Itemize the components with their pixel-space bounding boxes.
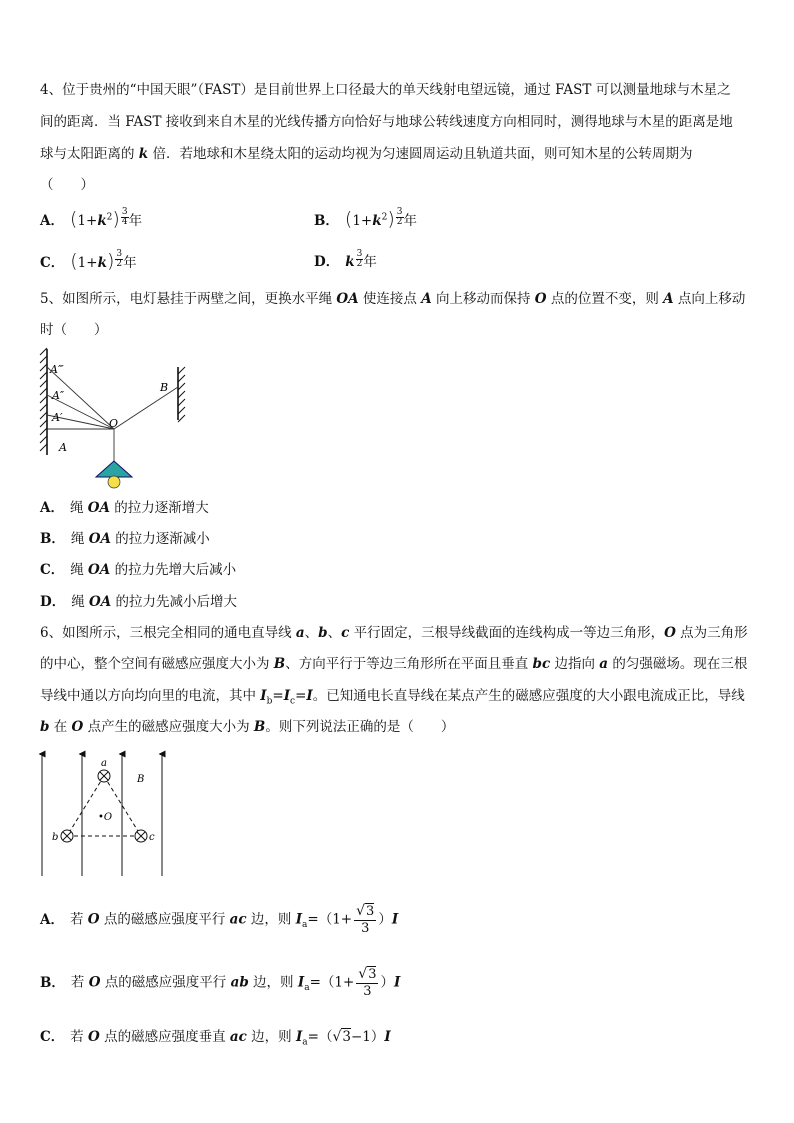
q5-line1: 5、如图所示，电灯悬挂于两壁之间，更换水平绳 OA 使连接点 A 向上移动而保持 O 点的位置不变，则 A 点向上移动: [40, 291, 746, 307]
q6-line3: 导线中通以方向均向里的电流，其中 $I_b=I_c=I$。已知通电长直导线在某点产生的磁感应强度的大小跟电流成正比，导线: [40, 688, 745, 707]
q5-lamp-figure: [38, 345, 198, 490]
label-o: O: [109, 417, 119, 430]
q4-blank: （ ）: [40, 177, 94, 193]
q5-option-c: C． 绳 OA 的拉力先增大后减小: [40, 562, 237, 578]
q6-option-a: A． 若 O 点的磁感应强度平行 ac 边，则 $I_a=(1+$ $\frac{√3}{3}$ ）I: [40, 903, 399, 936]
q4-option-a: A． $(1+k^2)$ $\frac{3}{4}$ 年: [40, 207, 143, 230]
q6-wires-figure: [34, 750, 194, 880]
label-b: B: [160, 381, 169, 394]
q4-line3: 球与太阳距离的 k 倍．若地球和木星绕太阳的运动均视为匀速圆周运动且轨道共面，则可知木星的公转周期为: [40, 146, 693, 162]
q5-option-b: B． 绳 OA 的拉力逐渐减小: [40, 531, 210, 547]
q5-option-d: D． 绳 OA 的拉力先减小后增大: [40, 594, 238, 610]
q4-line1: 4、位于贵州的“中国天眼”（FAST）是目前世界上口径最大的单天线射电望远镜，通过 FAST 可以测量地球与木星之: [40, 82, 731, 98]
q4-option-d: D． k $\frac{3}{2}$ 年: [314, 249, 377, 270]
label-center-o: •O: [98, 812, 113, 823]
label-a2: A″: [52, 389, 65, 402]
q6-line1: 6、如图所示，三根完全相同的通电直导线 a、b、c 平行固定，三根导线截面的连线构成一等边三角形，O 点为三角形: [40, 625, 748, 641]
q4-line2: 间的距离．当 FAST 接收到来自木星的光线传播方向恰好与地球公转线速度方向相同时，测得地球与木星的距离是地: [40, 114, 733, 130]
q6-option-b: B． 若 O 点的磁感应强度平行 ab 边，则 $I_a=(1+$ $\frac{√3}{3}$ ）I: [40, 966, 401, 999]
q6-line4: b 在 O 点产生的磁感应强度大小为 B。则下列说法正确的是（ ）: [40, 719, 455, 735]
q6-line2: 的中心，整个空间有磁感应强度大小为 B、方向平行于等边三角形所在平面且垂直 bc 边指向 a 的匀强磁场。现在三根: [40, 656, 748, 672]
q5-line2: 时（ ）: [40, 322, 108, 338]
label-field-b: B: [137, 774, 145, 785]
label-wire-a: a: [101, 758, 107, 769]
q6-option-c: C． 若 O 点的磁感应强度垂直 ac 边，则 $I_a=(√3-1)I$: [40, 1029, 391, 1048]
label-a1: A′: [52, 411, 63, 424]
q4-option-c: C． (1+k) $\frac{3}{2}$ 年: [40, 249, 137, 272]
q5-option-a: A． 绳 OA 的拉力逐渐增大: [40, 500, 209, 516]
label-wire-c: c: [149, 832, 155, 843]
label-a3: A‴: [50, 363, 64, 376]
q4-option-b: B． $(1+k^2)$ $\frac{3}{2}$ 年: [314, 207, 417, 230]
label-a: A: [59, 441, 67, 454]
label-wire-b: b: [52, 832, 59, 843]
